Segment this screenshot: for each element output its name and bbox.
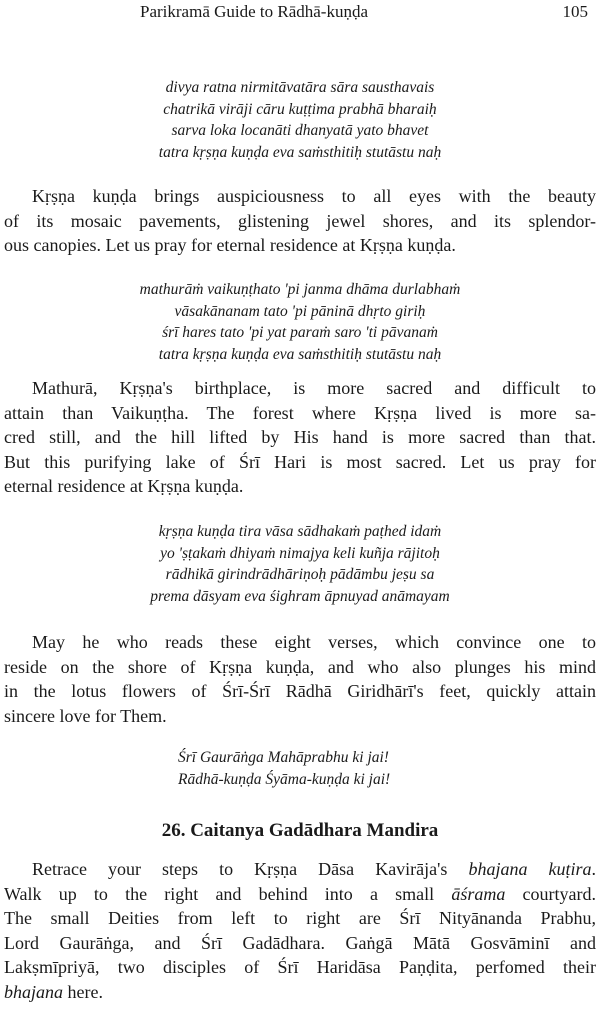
paragraph-line: Mathurā, Kṛṣṇa's birthplace, is more sacred and difficult to [32, 378, 596, 398]
paragraph-2 [4, 376, 596, 499]
text-run: Retrace your steps to Kṛṣṇa Dāsa Kavirāja's [32, 859, 469, 879]
verse-block-2 [0, 279, 600, 365]
paragraph-line: reside on the shore of Kṛṣṇa kuṇḍa, and who also plunges his mind [4, 656, 596, 677]
verse-line: tatra kṛṣṇa kuṇḍa eva saṁsthitiḥ stutāstu naḥ [158, 345, 442, 363]
text-run: . [591, 859, 596, 879]
paragraph-line [4, 980, 596, 1005]
section-heading: 26. Caitanya Gadādhara Mandira [161, 820, 439, 841]
verse-line: yo 'ṣṭakaṁ dhiyaṁ nimajya keli kuñja rājitoḥ [160, 544, 440, 562]
verse-block-3 [0, 521, 600, 607]
verse-line: kṛṣṇa kuṇḍa tira vāsa sādhakaṁ paṭhed idaṁ [158, 523, 442, 540]
paragraph-line: The small Deities from left to right are Śrī Nityānanda Prabhu, [4, 908, 596, 929]
verse-line: sarva loka locanāti dhanyatā yato bhavet [171, 122, 429, 139]
verse-line: rādhikā girindrādhāriṇoḥ pādāmbu jeṣu sa [165, 566, 435, 583]
text-run: Walk up to the right and behind into a small [4, 883, 452, 904]
paragraph-line: in the lotus flowers of Śrī-Śrī Rādhā Giridhārī's feet, quickly attain [4, 681, 596, 702]
verse-block-1 [0, 77, 600, 163]
paragraph-line: Lord Gaurāṅga, and Śrī Gadādhara. Gaṅgā Mātā Gosvāminī and [4, 932, 596, 953]
verse-line: mathurāṁ vaikuṇṭhato 'pi janma dhāma durlabhaṁ [139, 281, 461, 298]
paragraph-4 [4, 857, 596, 1005]
paragraph-line: attain than Vaikuṇṭha. The forest where Kṛṣṇa lived is more sa- [4, 402, 596, 423]
page-number: 105 [562, 2, 588, 21]
verse-line: divya ratna nirmitāvatāra sāra sausthavais [165, 79, 435, 96]
paragraph-line: eternal residence at Kṛṣṇa kuṇḍa. [4, 476, 244, 497]
paragraph-line: Lakṣmīpriyā, two disciples of Śrī Haridāsa Paṇḍita, perfomed their [4, 957, 596, 978]
paragraph-line [4, 882, 596, 907]
paragraph-line: ous canopies. Let us pray for eternal residence at Kṛṣṇa kuṇḍa. [4, 235, 456, 256]
paragraph-line: of its mosaic pavements, glistening jewel shores, and its splendor- [4, 210, 596, 231]
verse-line: śrī hares tato 'pi yat paraṁ saro 'ti pāvanaṁ [162, 324, 438, 341]
running-head-title: Parikramā Guide to Rādhā-kuṇḍa [140, 2, 369, 21]
exclamation-line: Rādhā-kuṇḍa Śyāma-kuṇḍa ki jai! [178, 770, 391, 788]
verse-line: tatra kṛṣṇa kuṇḍa eva saṁsthitiḥ stutāstu naḥ [158, 143, 442, 161]
paragraph-1 [4, 184, 596, 258]
paragraph-line: cred still, and the hill lifted by His hand is more sacred than that. [4, 427, 596, 448]
verse-line: prema dāsyam eva śighram āpnuyad anāmayam [150, 587, 450, 605]
verse-line: vāsakānanam tato 'pi pāninā dhṛto giriḥ [174, 302, 426, 320]
paragraph-line: But this purifying lake of Śrī Hari is most sacred. Let us pray for [4, 451, 596, 472]
paragraph-line: Kṛṣṇa kuṇḍa brings auspiciousness to all eyes with the beauty [32, 186, 596, 206]
verse-line: chatrikā virāji cāru kuṭṭima prabhā bharaiḥ [163, 100, 437, 118]
paragraph-line: May he who reads these eight verses, which convince one to [32, 632, 596, 652]
exclamation-line: Śrī Gaurāṅga Mahāprabhu ki jai! [178, 749, 389, 766]
emphasis-term: bhajana kuṭira [468, 859, 592, 879]
text-run: courtyard. [505, 883, 596, 904]
paragraph-line: sincere love for Them. [4, 705, 167, 726]
running-head [140, 2, 588, 22]
emphasis-term: āśrama [451, 883, 506, 904]
emphasis-term: bhajana [4, 981, 64, 1002]
paragraph-line [4, 857, 596, 882]
exclamations [178, 747, 578, 790]
text-run: here. [63, 981, 103, 1002]
paragraph-3 [4, 630, 596, 728]
